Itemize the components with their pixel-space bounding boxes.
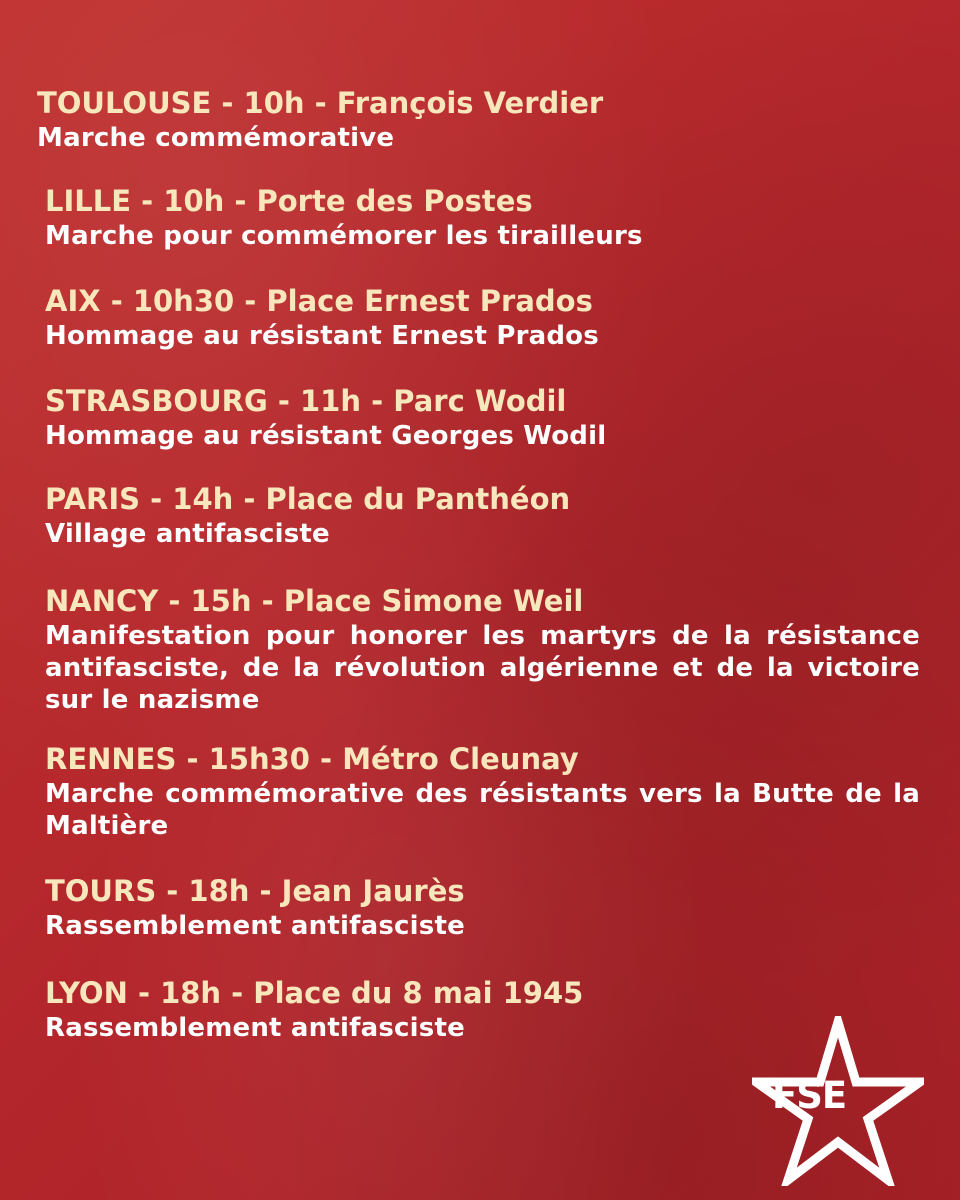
event-description: Manifestation pour honorer les martyrs de la résistance antifasciste, de la révolution algérienne et de la victoire sur le nazisme <box>45 621 920 715</box>
event-description: Rassemblement antifasciste <box>45 911 465 941</box>
event-description: Hommage au résistant Ernest Prados <box>45 321 599 351</box>
event-description: Marche commémorative <box>37 123 395 153</box>
event-description: Rassemblement antifasciste <box>45 1013 465 1043</box>
event-description: Hommage au résistant Georges Wodil <box>45 421 607 451</box>
event-item <box>45 582 920 716</box>
event-item <box>45 480 920 550</box>
event-title: TOURS - 18h - Jean Jaurès <box>45 874 465 908</box>
event-title: NANCY - 15h - Place Simone Weil <box>45 584 584 618</box>
event-title: RENNES - 15h30 - Métro Cleunay <box>45 742 579 776</box>
event-description: Marche pour commémorer les tirailleurs <box>45 221 643 251</box>
event-description: Marche commémorative des résistants vers la Butte de la Maltière <box>45 779 920 841</box>
logo-text: FSE <box>772 1074 847 1117</box>
event-item <box>45 182 920 252</box>
event-item <box>45 872 920 942</box>
event-title: TOULOUSE - 10h - François Verdier <box>37 86 604 120</box>
event-item <box>45 282 920 352</box>
event-description: Village antifasciste <box>45 519 330 549</box>
event-title: STRASBOURG - 11h - Parc Wodil <box>45 384 567 418</box>
event-item <box>45 382 920 452</box>
fse-logo <box>752 1016 924 1186</box>
event-item <box>37 84 912 154</box>
event-title: PARIS - 14h - Place du Panthéon <box>45 482 571 516</box>
event-title: AIX - 10h30 - Place Ernest Prados <box>45 284 593 318</box>
event-item <box>45 740 920 842</box>
event-title: LYON - 18h - Place du 8 mai 1945 <box>45 976 584 1010</box>
event-title: LILLE - 10h - Porte des Postes <box>45 184 533 218</box>
